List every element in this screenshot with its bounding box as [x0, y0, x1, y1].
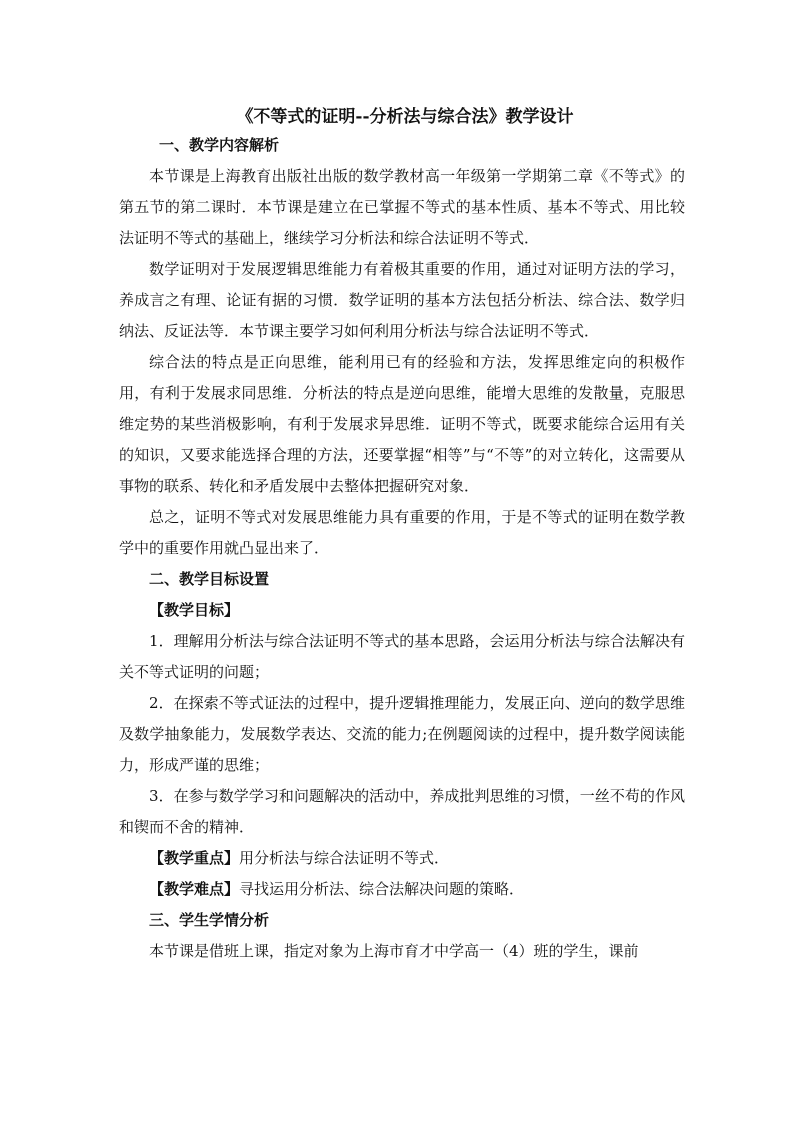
- paragraph: 数学证明对于发展逻辑思维能力有着极其重要的作用，通过对证明方法的学习，养成言之有理、论证有据的习惯．数学证明的基本方法包括分析法、综合法、数学归纳法、反证法等．本节课主要学习如何利用分析法与综合法证明不等式．: [119, 260, 685, 340]
- paragraph: 综合法的特点是正向思维，能利用已有的经验和方法，发挥思维定向的积极作用，有利于发展求同思维．分析法的特点是逆向思维，能增大思维的发散量，克服思维定势的某些消极影响，有利于发展求异思维．证明不等式，既要求能综合运用有关的知识，又要求能选择合理的方法，还要掌握“相等”与“不等”的对立转化，这需要从事物的联系、转化和矛盾发展中去整体把握研究对象．: [119, 353, 685, 495]
- key-point: [119, 843, 685, 874]
- section-heading-student-analysis: 三、学生学情分析: [149, 911, 270, 929]
- section-heading-content-analysis: 一、教学内容解析: [159, 136, 280, 154]
- difficulty-label: 【教学难点】: [149, 880, 240, 898]
- paragraph: 本节课是上海教育出版社出版的数学教材高一年级第一学期第二章《不等式》的第五节的第二课时．本节课是建立在已掌握不等式的基本性质、基本不等式、用比较法证明不等式的基础上，继续学习分析法和综合法证明不等式．: [119, 167, 685, 247]
- goal-label: 【教学目标】: [149, 601, 240, 619]
- goal-item: 3．在参与数学学习和问题解决的活动中，养成批判思维的习惯，一丝不苟的作风和锲而不舍的精神．: [119, 787, 685, 836]
- difficulty-point: [119, 874, 685, 905]
- key-point-label: 【教学重点】: [149, 849, 240, 867]
- key-point-text: 用分析法与综合法证明不等式．: [239, 849, 450, 867]
- difficulty-text: 寻找运用分析法、综合法解决问题的策略．: [239, 880, 525, 898]
- goal-item: 2．在探索不等式证法的过程中，提升逻辑推理能力，发展正向、逆向的数学思维及数学抽象能力，发展数学表达、交流的能力;在例题阅读的过程中，提升数学阅读能力，形成严谨的思维；: [119, 694, 685, 774]
- document-title: 《不等式的证明--分析法与综合法》教学设计: [236, 107, 574, 127]
- paragraph: 总之，证明不等式对发展思维能力具有重要的作用，于是不等式的证明在数学教学中的重要作用就凸显出来了．: [119, 508, 685, 557]
- paragraph: 本节课是借班上课，指定对象为上海市育才中学高一（4）班的学生，课前: [149, 942, 639, 960]
- goal-item: 1．理解用分析法与综合法证明不等式的基本思路，会运用分析法与综合法解决有关不等式证明的问题；: [119, 632, 685, 681]
- section-heading-teaching-goals: 二、教学目标设置: [149, 570, 270, 588]
- document-page: [119, 104, 685, 967]
